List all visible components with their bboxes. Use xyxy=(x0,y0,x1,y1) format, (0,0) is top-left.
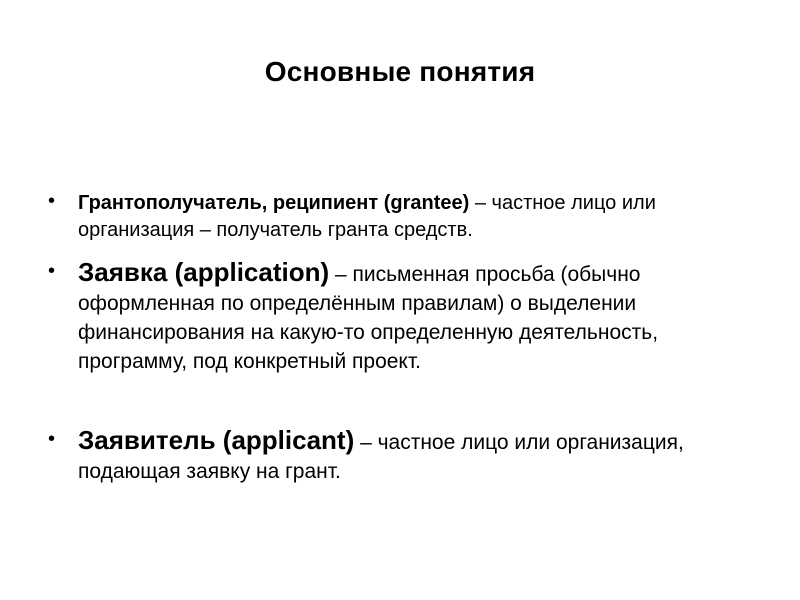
bullet-text xyxy=(78,426,768,486)
definition-application: – письменная просьба (обычно оформленная по определённым правилам) о выделении финансирования на какую-то определенную деятельность, программу, под конкретный проект. xyxy=(78,263,659,373)
term-applicant: Заявитель (applicant) xyxy=(78,425,355,455)
bullet-icon: • xyxy=(48,190,56,212)
definition-applicant: – частное лицо или организация, подающая заявку на грант. xyxy=(78,431,684,483)
bullet-icon: • xyxy=(48,260,56,282)
bullet-text xyxy=(78,258,768,376)
definition-grantee: – частное лицо или организация – получатель гранта средств. xyxy=(78,192,656,241)
bullet-text xyxy=(78,190,768,244)
bullet-icon: • xyxy=(48,428,56,450)
term-grantee: Грантополучатель, реципиент (grantee) xyxy=(78,192,470,214)
term-application: Заявка (application) xyxy=(78,257,330,287)
slide-title: Основные понятия xyxy=(264,56,536,87)
